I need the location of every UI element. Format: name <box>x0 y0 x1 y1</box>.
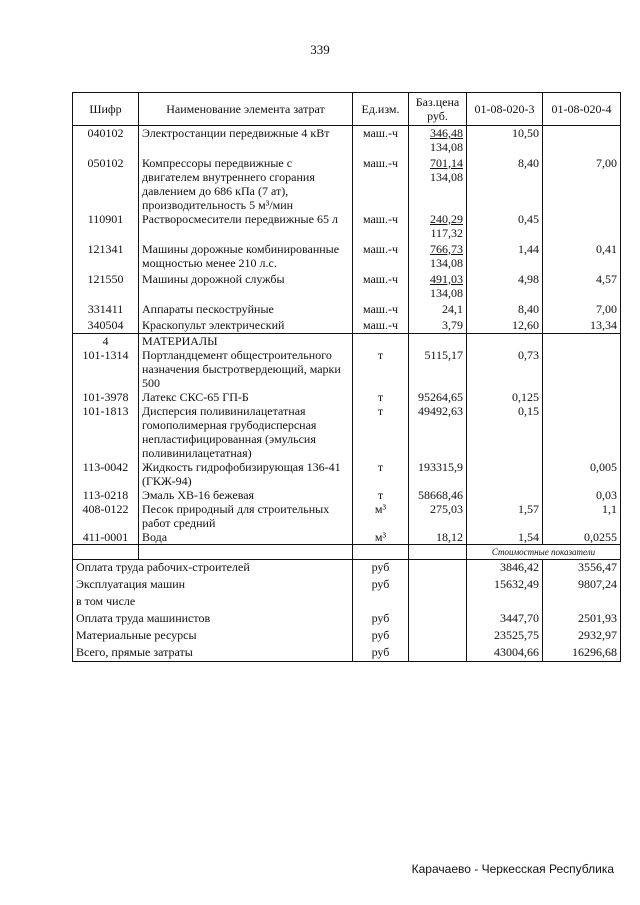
row-name: Песок природный для строительных работ средний <box>139 502 353 530</box>
row-value-a: 1,54 <box>467 530 543 545</box>
row-value-a: 0,125 <box>467 390 543 404</box>
empty-cell <box>409 594 467 611</box>
row-value-a: 12,60 <box>467 318 543 334</box>
row-value-b: 1,1 <box>543 502 621 530</box>
row-price: 95264,65 <box>409 390 467 404</box>
row-name: Машины дорожной службы <box>139 272 353 302</box>
row-price <box>409 272 467 302</box>
material-row <box>73 404 621 460</box>
header-name: Наименование элемента затрат <box>139 93 353 126</box>
summary-value-a: 3447,70 <box>467 611 543 628</box>
empty-cell <box>409 611 467 628</box>
material-row <box>73 390 621 404</box>
row-price <box>409 318 467 334</box>
material-row <box>73 348 621 390</box>
row-code: 101-3978 <box>73 390 139 404</box>
row-unit: т <box>353 460 409 488</box>
summary-unit: руб <box>353 628 409 645</box>
row-price <box>409 156 467 212</box>
row-code: 050102 <box>73 156 139 212</box>
row-code: 121341 <box>73 242 139 272</box>
row-price-base: 701,14 <box>430 155 463 170</box>
row-name: Вода <box>139 530 353 545</box>
row-price <box>409 126 467 156</box>
machine-row <box>73 302 621 318</box>
row-value-a: 0,73 <box>467 348 543 390</box>
row-price-labor: 117,32 <box>430 225 463 240</box>
row-name: Аппараты пескоструйные <box>139 302 353 318</box>
summary-label: Всего, прямые затраты <box>73 645 353 662</box>
row-unit: маш.-ч <box>353 156 409 212</box>
page-number: 339 <box>310 42 330 57</box>
row-value-a: 10,50 <box>467 126 543 156</box>
summary-label: в том числе <box>73 594 353 611</box>
row-price-labor: 134,08 <box>430 255 463 270</box>
summary-unit <box>353 594 409 611</box>
row-name: Дисперсия поливинилацетатная гомополимерная грубодисперсная непластифицированная (эмульсия поливинилацетатная) <box>139 404 353 460</box>
empty-cell <box>409 545 467 560</box>
row-code: 121550 <box>73 272 139 302</box>
row-value-a: 1,57 <box>467 502 543 530</box>
row-price: 275,03 <box>409 502 467 530</box>
row-name: Машины дорожные комбинированные мощностью менее 210 л.с. <box>139 242 353 272</box>
summary-value-b: 2501,93 <box>543 611 621 628</box>
row-price-base: 346,48 <box>430 126 463 140</box>
empty-cell <box>543 334 621 349</box>
row-value-a <box>467 460 543 488</box>
row-value-b: 0,03 <box>543 488 621 502</box>
empty-cell <box>73 545 139 560</box>
summary-label: Материальные ресурсы <box>73 628 353 645</box>
header-price: Баз.цена руб. <box>409 93 467 126</box>
header-col-a: 01-08-020-3 <box>467 93 543 126</box>
row-price-base: 491,03 <box>430 271 463 286</box>
row-code: 340504 <box>73 318 139 334</box>
summary-value-a: 43004,66 <box>467 645 543 662</box>
row-unit: маш.-ч <box>353 212 409 242</box>
row-price: 5115,17 <box>409 348 467 390</box>
row-value-a: 0,15 <box>467 404 543 460</box>
section-materials <box>73 334 621 349</box>
section-title: МАТЕРИАЛЫ <box>139 334 353 349</box>
row-code: 113-0218 <box>73 488 139 502</box>
summary-row <box>73 645 621 662</box>
row-value-a: 0,45 <box>467 212 543 242</box>
row-price-base: 3,79 <box>442 317 463 332</box>
summary-label: Эксплуатация машин <box>73 577 353 594</box>
row-code: 331411 <box>73 302 139 318</box>
summary-row <box>73 560 621 577</box>
machine-row <box>73 318 621 334</box>
machine-row <box>73 126 621 156</box>
material-row <box>73 488 621 502</box>
row-value-b <box>543 126 621 156</box>
empty-cell <box>409 628 467 645</box>
summary-unit: руб <box>353 577 409 594</box>
summary-unit: руб <box>353 645 409 662</box>
machine-row <box>73 212 621 242</box>
row-unit: м³ <box>353 502 409 530</box>
empty-cell <box>409 334 467 349</box>
header-code: Шифр <box>73 93 139 126</box>
row-unit: маш.-ч <box>353 242 409 272</box>
summary-row <box>73 611 621 628</box>
row-price: 18,12 <box>409 530 467 545</box>
row-price-base: 766,73 <box>430 241 463 256</box>
row-unit: маш.-ч <box>353 126 409 156</box>
machine-row <box>73 272 621 302</box>
row-unit: маш.-ч <box>353 302 409 318</box>
row-price-labor: 134,08 <box>430 285 463 300</box>
row-name: Эмаль ХВ-16 бежевая <box>139 488 353 502</box>
row-value-b <box>543 404 621 460</box>
summary-row <box>73 577 621 594</box>
material-row <box>73 530 621 545</box>
row-value-a: 1,44 <box>467 242 543 272</box>
summary-row <box>73 628 621 645</box>
material-row <box>73 460 621 488</box>
empty-cell <box>409 645 467 662</box>
summary-row <box>73 594 621 611</box>
empty-cell <box>409 560 467 577</box>
row-unit: т <box>353 404 409 460</box>
row-value-b: 0,41 <box>543 242 621 272</box>
row-code: 110901 <box>73 212 139 242</box>
row-unit: т <box>353 348 409 390</box>
table-body <box>73 126 621 662</box>
summary-value-b: 3556,47 <box>543 560 621 577</box>
row-value-b: 13,34 <box>543 318 621 334</box>
row-value-a: 4,98 <box>467 272 543 302</box>
row-price: 49492,63 <box>409 404 467 460</box>
summary-value-b <box>543 594 621 611</box>
row-unit: т <box>353 390 409 404</box>
row-price-base: 240,29 <box>430 211 463 226</box>
row-value-b <box>543 390 621 404</box>
row-name: Портландцемент общестроительного назначения быстротвердеющий, марки 500 <box>139 348 353 390</box>
summary-label: Оплата труда машинистов <box>73 611 353 628</box>
header-col-b: 01-08-020-4 <box>543 93 621 126</box>
summary-value-a: 15632,49 <box>467 577 543 594</box>
row-unit: маш.-ч <box>353 272 409 302</box>
header-unit: Ед.изм. <box>353 93 409 126</box>
row-price <box>409 302 467 318</box>
row-name: Растворосмесители передвижные 65 л <box>139 212 353 242</box>
row-code: 113-0042 <box>73 460 139 488</box>
row-code: 408-0122 <box>73 502 139 530</box>
row-value-b: 7,00 <box>543 156 621 212</box>
row-value-b <box>543 348 621 390</box>
row-value-a: 8,40 <box>467 156 543 212</box>
summary-label: Оплата труда рабочих-строителей <box>73 560 353 577</box>
empty-cell <box>353 334 409 349</box>
row-price: 58668,46 <box>409 488 467 502</box>
summary-value-a: 23525,75 <box>467 628 543 645</box>
machine-row <box>73 156 621 212</box>
table-header-row <box>73 93 621 126</box>
material-row <box>73 502 621 530</box>
row-value-b: 7,00 <box>543 302 621 318</box>
row-name: Электростанции передвижные 4 кВт <box>139 126 353 156</box>
empty-cell <box>467 334 543 349</box>
cost-indicators-label: Стоимостные показатели <box>467 545 621 560</box>
machine-row <box>73 242 621 272</box>
summary-value-b: 16296,68 <box>543 645 621 662</box>
row-price <box>409 212 467 242</box>
footer-region: Карачаево - Черкесская Республика <box>411 862 614 876</box>
empty-cell <box>353 545 409 560</box>
row-price-labor: 134,08 <box>430 140 463 154</box>
row-code: 411-0001 <box>73 530 139 545</box>
summary-unit: руб <box>353 560 409 577</box>
row-value-b: 0,0255 <box>543 530 621 545</box>
row-price-base: 24,1 <box>442 301 463 316</box>
summary-value-a <box>467 594 543 611</box>
row-value-b: 0,005 <box>543 460 621 488</box>
summary-value-a: 3846,42 <box>467 560 543 577</box>
row-unit: маш.-ч <box>353 318 409 334</box>
row-price: 193315,9 <box>409 460 467 488</box>
row-code: 101-1813 <box>73 404 139 460</box>
row-code: 101-1314 <box>73 348 139 390</box>
row-name: Краскопульт электрический <box>139 318 353 334</box>
row-unit: м³ <box>353 530 409 545</box>
summary-value-b: 2932,97 <box>543 628 621 645</box>
row-name: Латекс СКС-65 ГП-Б <box>139 390 353 404</box>
row-name: Жидкость гидрофобизирующая 136-41 (ГКЖ-94) <box>139 460 353 488</box>
cost-indicators-header <box>73 545 621 560</box>
empty-cell <box>139 545 353 560</box>
row-price <box>409 242 467 272</box>
summary-unit: руб <box>353 611 409 628</box>
summary-value-b: 9807,24 <box>543 577 621 594</box>
row-unit: т <box>353 488 409 502</box>
row-value-b <box>543 212 621 242</box>
empty-cell <box>409 577 467 594</box>
row-value-a: 8,40 <box>467 302 543 318</box>
section-code: 4 <box>73 334 139 349</box>
row-value-b: 4,57 <box>543 272 621 302</box>
row-code: 040102 <box>73 126 139 156</box>
row-price-labor: 134,08 <box>430 169 463 184</box>
row-name: Компрессоры передвижные с двигателем внутреннего сгорания давлением до 686 кПа (7 ат), производительность 5 м³/мин <box>139 156 353 212</box>
cost-table <box>72 92 621 662</box>
row-value-a <box>467 488 543 502</box>
